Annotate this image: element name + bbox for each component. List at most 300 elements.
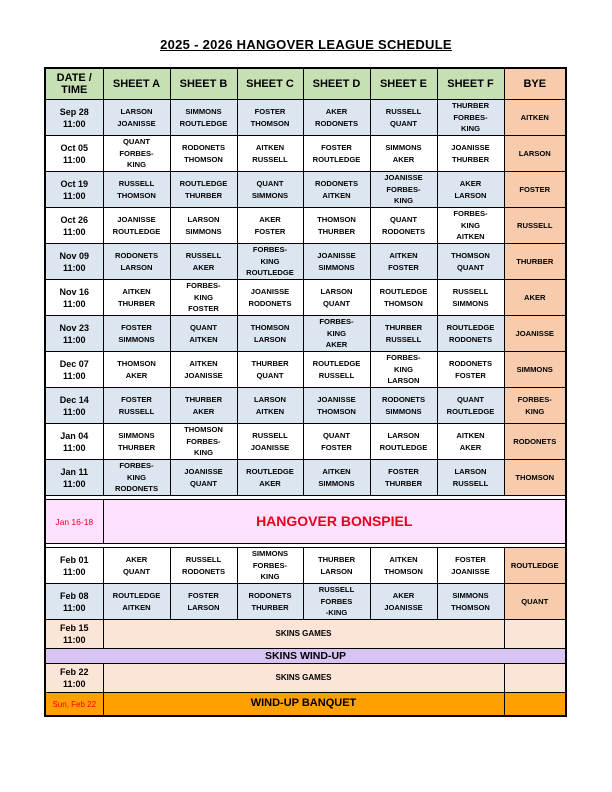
cell-line: AITKEN [456,232,485,242]
sheet-cell [370,208,437,244]
cell-line: ROUTLEDGE [446,406,495,416]
cell-line: LARSON [454,467,487,476]
date-cell [45,100,103,136]
cell-line: JOANISSE [117,215,156,224]
time-text: 11:00 [62,370,86,381]
cell-line: THOMSON [117,359,156,368]
cell-line: THURBER [317,555,356,564]
sheet-cell [303,584,370,620]
header-cell: BYE [504,68,566,100]
sheet-cell [170,172,237,208]
cell-line: RODONETS [448,359,493,368]
cell-line: ROUTLEDGE [379,287,428,296]
header-cell: SHEET A [103,68,170,100]
cell-line: THOMSON [184,425,223,435]
bye-cell: RODONETS [504,424,566,460]
sheet-cell [370,460,437,496]
cell-line: KING [525,406,545,416]
cell-line: JOANISSE [384,173,423,183]
sheet-cell [303,280,370,316]
cell-line: ROUTLEDGE [246,268,294,278]
sheet-cell [303,388,370,424]
cell-line: KING [260,256,280,266]
cell-line: AITKEN [322,190,351,200]
cell-line: LARSON [454,190,487,200]
sheet-cell [103,244,170,280]
cell-line: SIMMONS [251,190,289,200]
cell-line: THOMSON [451,602,490,612]
cell-line: THOMSON [250,323,290,332]
cell-line: KING [127,472,146,482]
sheet-cell [170,280,237,316]
cell-line: RUSSELL [252,154,288,164]
sheet-cell [237,388,303,424]
sheet-cell [170,388,237,424]
sheet-cell [437,280,504,316]
cell-line: RUSSELL [318,370,355,380]
cell-line: THOMSON [317,215,356,224]
bonspiel-label: HANGOVER BONSPIEL [103,500,566,544]
cell-line: AITKEN [456,431,485,440]
sheet-cell [237,244,303,280]
cell-line: QUANT [323,298,350,308]
cell-line: THOMSON [317,406,356,416]
cell-line: QUANT [323,431,350,440]
cell-line: AKER [459,442,482,452]
sheet-cell [303,244,370,280]
cell-line: RUSSELL [118,406,155,416]
sheet-cell [437,244,504,280]
date-cell [45,388,103,424]
cell-line: ROUTLEDGE [312,154,361,164]
cell-line: AITKEN [122,602,151,612]
bye-cell: JOANISSE [504,316,566,352]
sheet-cell [103,352,170,388]
cell-line: QUANT [256,179,284,188]
time-text: 11:00 [62,262,86,273]
cell-line: QUANT [457,262,484,272]
banquet-label: WIND-UP BANQUET [103,693,504,717]
schedule-table [44,67,567,717]
cell-line: QUANT [256,370,284,380]
bye-cell: RUSSELL [504,208,566,244]
header-line: DATE / [56,72,92,84]
cell-line: THOMSON [184,154,223,164]
cell-line: KING [394,364,413,374]
windup-label: SKINS WIND-UP [45,649,566,664]
bye-cell: LARSON [504,136,566,172]
sheet-cell [103,424,170,460]
cell-line: FOSTER [188,304,219,314]
cell-line: THURBER [451,101,490,111]
sheet-cell [103,548,170,584]
table-row [45,244,566,280]
cell-line: FORBES- [453,209,488,219]
cell-line: AKER [125,370,148,380]
date-text: Sep 28 [59,106,89,117]
cell-line: FORBES- [186,436,221,446]
sheet-cell [437,352,504,388]
cell-line: AKER [392,154,415,164]
cell-line: LARSON [120,262,153,272]
cell-line: JOANISSE [451,566,490,576]
cell-line: LARSON [387,431,420,440]
skins-label: SKINS GAMES [103,664,504,693]
sheet-cell [303,208,370,244]
page-title: 2025 - 2026 HANGOVER LEAGUE SCHEDULE [160,37,452,52]
cell-line: ROUTLEDGE [446,323,495,332]
cell-line: AITKEN [189,359,218,368]
cell-line: FOSTER [121,323,152,332]
cell-line: LARSON [187,602,220,612]
cell-line: RODONETS [381,395,426,404]
date-text: Dec 14 [59,394,89,405]
sheet-cell [370,388,437,424]
bye-cell: FOSTER [504,172,566,208]
cell-line: SIMMONS [318,262,355,272]
time-text: 11:00 [62,566,86,577]
date-cell [45,172,103,208]
cell-line: RODONETS [448,334,493,344]
cell-line: AITKEN [322,467,351,476]
cell-line: SIMMONS [452,298,489,308]
sheet-cell [103,388,170,424]
cell-line: JOANISSE [117,118,156,128]
sheet-cell [437,136,504,172]
date-text: Oct 05 [60,142,88,153]
sheet-cell [103,100,170,136]
cell-line: ROUTLEDGE [112,591,161,600]
cell-line: FOSTER [188,591,219,600]
table-row [45,316,566,352]
cell-line: LARSON [320,566,353,576]
date-cell [45,548,103,584]
banquet-row [45,693,566,717]
bye-cell: SIMMONS [504,352,566,388]
cell-line: LARSON [120,107,153,116]
sheet-cell [237,352,303,388]
table-row [45,280,566,316]
time-text: 11:00 [62,679,86,689]
cell-line: RUSSELL [118,179,155,188]
sheet-cell [437,172,504,208]
cell-line: AITKEN [189,334,218,344]
cell-line: FORBES- [386,184,421,194]
cell-line: JOANISSE [451,143,490,152]
cell-line: KING [327,328,346,338]
cell-line: ROUTLEDGE [179,179,228,188]
cell-line: SIMMONS [452,591,489,600]
cell-line: AKER [392,591,415,600]
cell-line: JOANISSE [250,287,290,296]
sheet-cell [170,316,237,352]
cell-line: SIMMONS [185,226,222,236]
bye-cell: AKER [504,280,566,316]
sheet-cell [237,280,303,316]
date-text: Nov 23 [59,322,89,333]
cell-line: QUANT [457,395,484,404]
time-text: 11:00 [62,154,86,165]
cell-line: QUANT [123,137,150,147]
sheet-cell [170,100,237,136]
sheet-cell [170,460,237,496]
sheet-cell [303,460,370,496]
cell-line: THURBER [117,442,156,452]
cell-line: FORBES- [386,353,421,363]
date-text: Dec 07 [59,358,89,369]
cell-line: RODONETS [314,118,359,128]
cell-line: AITKEN [255,406,285,416]
skins-bye [504,664,566,693]
cell-line: RODONETS [314,179,359,188]
cell-line: RUSSELL [185,555,222,564]
cell-line: LARSON [320,287,353,296]
sheet-cell [303,100,370,136]
cell-line: QUANT [390,118,417,128]
cell-line: KING [461,124,480,134]
date-cell [45,424,103,460]
date-cell [45,584,103,620]
cell-line: KING [194,448,213,458]
cell-line: FOSTER [121,395,152,404]
cell-line: RODONETS [181,143,226,152]
sheet-cell [103,172,170,208]
time-text: 11:00 [62,190,86,201]
cell-line: RODONETS [248,298,292,308]
cell-line: LARSON [187,215,220,224]
cell-line: SIMMONS [118,334,155,344]
sheet-cell [370,244,437,280]
cell-line: FORBES- [453,112,488,122]
sheet-cell [370,100,437,136]
date-cell [45,208,103,244]
cell-line: THURBER [317,226,356,236]
cell-line: FOSTER [321,442,352,452]
skins-row [45,664,566,693]
time-text: 11:00 [62,334,86,345]
sheet-cell [170,584,237,620]
bye-cell: ROUTLEDGE [504,548,566,584]
date-cell [45,620,103,649]
sheet-cell [237,584,303,620]
sheet-cell [237,172,303,208]
cell-line: RODONETS [381,226,426,236]
cell-line: QUANT [190,323,217,332]
sheet-cell [170,244,237,280]
skins-bye [504,620,566,649]
header-cell: SHEET E [370,68,437,100]
cell-line: ROUTLEDGE [312,359,361,368]
sheet-cell [437,388,504,424]
sheet-cell [237,100,303,136]
sheet-cell [370,172,437,208]
cell-line: FOSTER [321,143,352,152]
cell-line: THOMSON [384,298,423,308]
bonspiel-row [45,500,566,544]
cell-line: QUANT [390,215,417,224]
sheet-cell [303,136,370,172]
cell-line: RODONETS [114,484,159,494]
table-row [45,136,566,172]
cell-line: KING [260,572,280,582]
cell-line: FORBES [320,596,353,606]
cell-line: THURBER [384,478,423,488]
cell-line: THURBER [184,395,223,404]
bye-cell: AITKEN [504,100,566,136]
sheet-cell [170,136,237,172]
cell-line: FOSTER [254,107,286,116]
sheet-cell [237,548,303,584]
date-cell [45,664,103,693]
cell-line: FORBES- [119,461,154,471]
sheet-cell [303,424,370,460]
banquet-date: Sun, Feb 22 [45,693,103,717]
cell-line: RODONETS [248,591,292,600]
cell-line: JOANISSE [317,251,356,260]
cell-line: FORBES- [319,317,354,327]
cell-line: FOSTER [455,370,486,380]
cell-line: KING [394,196,413,206]
cell-line: RODONETS [181,566,226,576]
sheet-cell [437,100,504,136]
cell-line: SIMMONS [385,143,422,152]
cell-line: AITKEN [122,287,151,296]
cell-line: KING [461,220,480,230]
cell-line: JOANISSE [384,602,423,612]
cell-line: THURBER [251,602,289,612]
cell-line: THURBER [384,323,423,332]
cell-line: LARSON [253,395,287,404]
cell-line: FOSTER [455,555,486,564]
cell-line: QUANT [190,478,217,488]
cell-line: THURBER [451,154,490,164]
date-text: Jan 11 [60,466,89,477]
cell-line: KING [194,292,213,302]
table-row [45,460,566,496]
sheet-cell [370,136,437,172]
cell-line: SIMMONS [251,549,289,559]
sheet-cell [370,352,437,388]
cell-line: AKER [325,340,348,350]
sheet-cell [303,352,370,388]
sheet-cell [237,208,303,244]
skins-label: SKINS GAMES [103,620,504,649]
cell-line: JOANISSE [184,467,223,476]
sheet-cell [170,208,237,244]
table-row [45,100,566,136]
time-text: 11:00 [62,406,86,417]
table-row [45,388,566,424]
sheet-cell [370,316,437,352]
sheet-cell [437,208,504,244]
cell-line: SIMMONS [318,478,355,488]
sheet-cell [370,548,437,584]
bye-cell: THURBER [504,244,566,280]
sheet-cell [103,316,170,352]
sheet-cell [437,584,504,620]
date-text: Feb 01 [59,554,89,565]
cell-line: FOSTER [254,226,286,236]
header-cell: SHEET F [437,68,504,100]
sheet-cell [103,208,170,244]
cell-line: ROUTLEDGE [246,467,294,476]
sheet-cell [437,316,504,352]
time-text: 11:00 [62,478,86,489]
sheet-cell [103,460,170,496]
header-cell: SHEET D [303,68,370,100]
sheet-cell [170,548,237,584]
sheet-cell [437,424,504,460]
sheet-cell [370,280,437,316]
cell-line: LARSON [253,334,287,344]
cell-line: RUSSELL [318,585,355,595]
time-text: 11:00 [62,602,86,613]
cell-line: RUSSELL [185,251,222,260]
sheet-cell [103,584,170,620]
cell-line: FORBES- [186,281,221,291]
sheet-cell [370,584,437,620]
sheet-cell [237,424,303,460]
time-text: 11:00 [62,635,86,645]
cell-line: AKER [259,478,281,488]
sheet-cell [437,548,504,584]
cell-line: THURBER [117,298,156,308]
header-cell [45,68,103,100]
sheet-cell [303,316,370,352]
table-row [45,424,566,460]
cell-line: JOANISSE [317,395,356,404]
time-text: 11:00 [62,298,86,309]
header-cell: SHEET B [170,68,237,100]
skins-row [45,620,566,649]
cell-line: THOMSON [384,566,423,576]
cell-line: THURBER [251,359,289,368]
cell-line: SIMMONS [185,107,222,116]
cell-line: SIMMONS [118,431,155,440]
cell-line: JOANISSE [250,442,290,452]
sheet-cell [103,136,170,172]
cell-line: RUSSELL [385,334,422,344]
cell-line: AKER [259,215,281,224]
cell-line: THOMSON [117,190,156,200]
banquet-bye [504,693,566,717]
time-text: 11:00 [62,442,86,453]
bye-cell [504,388,566,424]
cell-line: FORBES- [517,395,552,404]
sheet-cell [170,352,237,388]
cell-line: AKER [125,555,148,564]
sheet-cell [237,136,303,172]
date-text: Nov 09 [59,250,89,261]
cell-line: -KING [325,608,348,618]
table-row [45,584,566,620]
date-cell [45,136,103,172]
sheet-cell [303,548,370,584]
cell-line: FORBES- [252,245,288,255]
bonspiel-date: Jan 16-18 [45,500,103,544]
time-text: 11:00 [62,226,86,237]
cell-line: THURBER [184,190,223,200]
cell-line: SIMMONS [385,406,422,416]
header-cell: SHEET C [237,68,303,100]
date-text: Feb 22 [59,667,89,677]
cell-line: RUSSELL [252,431,288,440]
cell-line: AITKEN [389,251,418,260]
cell-line: FOSTER [388,262,419,272]
cell-line: LARSON [387,376,420,386]
bye-cell: QUANT [504,584,566,620]
time-text: 11:00 [62,118,86,129]
